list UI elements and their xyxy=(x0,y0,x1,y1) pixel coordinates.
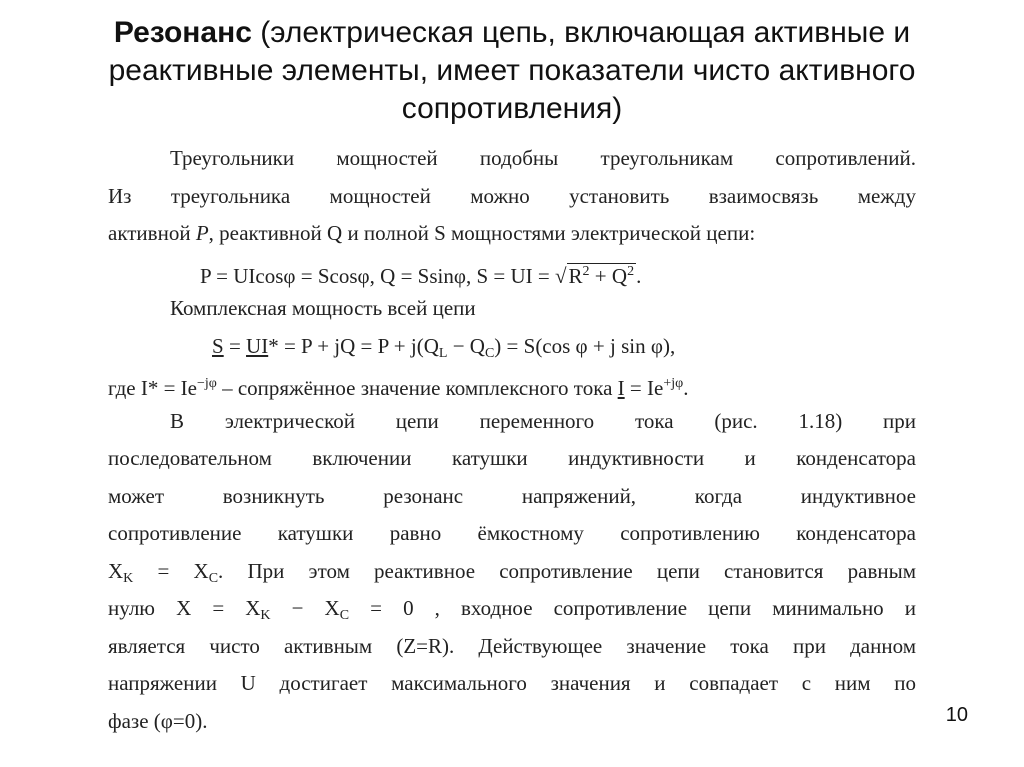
text-span: , реактивной Q и полной S мощностями электрической цепи: xyxy=(208,221,756,245)
formula-complex-power xyxy=(108,328,916,366)
text-span: активной xyxy=(108,221,196,245)
text-line: может возникнуть резонанс напряжений, когда индуктивное xyxy=(108,483,916,508)
text-line xyxy=(108,553,916,591)
superscript: 2 xyxy=(627,263,635,279)
sqrt-sign: √ xyxy=(555,263,567,288)
formula-part: − X xyxy=(270,596,340,620)
text-line xyxy=(108,215,916,253)
formula-part: P = UIcosφ = Scosφ, Q = Ssinφ, S = UI = xyxy=(200,263,555,288)
text-line: напряжении U достигает максимального значения и совпадает с ним по xyxy=(108,671,916,695)
sqrt-radicand xyxy=(567,263,637,288)
superscript: 2 xyxy=(582,263,590,279)
formula-part: где I* = Ie xyxy=(108,376,197,400)
scanned-text-block xyxy=(108,140,916,740)
formula-part: S xyxy=(212,333,224,358)
formula-power xyxy=(108,253,916,291)
formula-part: = X xyxy=(133,558,209,583)
formula-part: I xyxy=(617,376,625,400)
formula-part: . xyxy=(683,376,689,400)
title-description: (электрическая цепь, включающая активные и реактивные элементы, имеет показатели чисто активного сопротивления) xyxy=(108,16,916,125)
subscript: K xyxy=(123,570,134,586)
slide-title xyxy=(40,14,984,132)
formula-part: − Q xyxy=(447,333,485,358)
text-line: Комплексная мощность всей цепи xyxy=(170,296,476,320)
text-span: – сопряжённое значение комплексного тока xyxy=(216,376,618,400)
text-line: Из треугольника мощностей можно установить взаимосвязь между xyxy=(108,183,916,208)
text-line: В электрической цепи переменного тока (рис. 1.18) при xyxy=(170,408,916,433)
formula-part: R xyxy=(568,263,583,288)
formula-part: UI xyxy=(246,333,269,358)
formula-part: = xyxy=(223,333,247,358)
text-line xyxy=(108,365,916,403)
subscript: C xyxy=(484,345,495,361)
formula-part: * = P + jQ = P + j(Q xyxy=(268,333,439,358)
symbol-p: P xyxy=(195,221,209,245)
title-keyword: Резонанс xyxy=(113,16,252,49)
text-line: фазе (φ=0). xyxy=(108,708,208,733)
text-span: . При этом реактивное сопротивление цепи становится равным xyxy=(218,558,916,583)
formula-part: = Ie xyxy=(624,376,664,400)
subscript: C xyxy=(339,608,350,623)
formula-part: ) = S(cos φ + j sin φ), xyxy=(494,333,676,358)
text-line: сопротивление катушки равно ёмкостному сопротивлению конденсатора xyxy=(108,521,916,545)
text-line xyxy=(108,590,916,628)
subscript: L xyxy=(438,345,448,361)
formula-part: нулю X = X xyxy=(108,596,261,620)
formula-part: . xyxy=(636,263,642,288)
formula-part: + Q xyxy=(589,263,628,288)
text-span: = 0 , входное сопротивление цепи минимально и xyxy=(349,596,916,620)
text-line: является чисто активным (Z=R). Действующее значение тока при данном xyxy=(108,633,916,658)
text-line: последовательном включении катушки индуктивности и конденсатора xyxy=(108,446,916,470)
superscript: +jφ xyxy=(663,376,684,391)
subscript: C xyxy=(208,570,219,586)
page-number: 10 xyxy=(945,704,968,726)
text-line: Треугольники мощностей подобны треугольникам сопротивлений. xyxy=(170,146,916,170)
superscript: −jφ xyxy=(196,376,217,391)
subscript: K xyxy=(260,608,271,623)
formula-part: X xyxy=(108,558,124,583)
